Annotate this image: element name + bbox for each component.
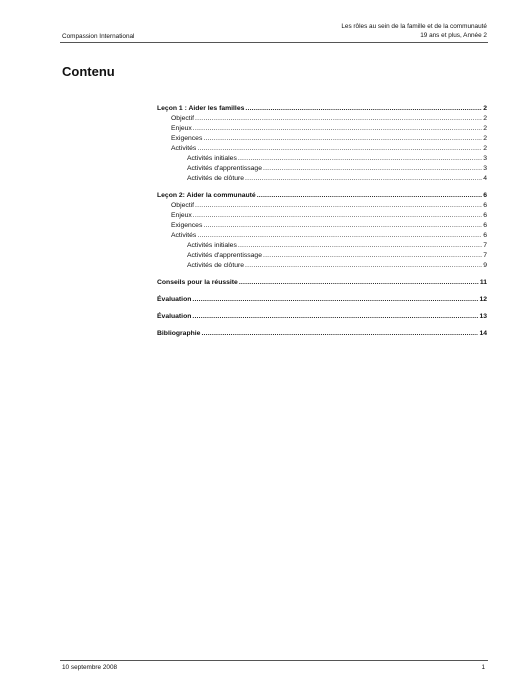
toc-entry-page: 2 — [483, 135, 487, 142]
toc-entry[interactable] — [157, 114, 487, 124]
toc-entry[interactable] — [157, 144, 487, 154]
toc-entry-label: Évaluation — [157, 296, 192, 303]
toc-leader-dots — [192, 312, 478, 322]
toc-leader-dots — [195, 114, 482, 124]
toc-entry-page: 13 — [479, 313, 487, 320]
toc-entry-label: Activités d'apprentissage — [187, 252, 262, 259]
toc-entry[interactable] — [157, 191, 487, 201]
toc-entry-label: Bibliographie — [157, 330, 201, 337]
toc-leader-dots — [245, 174, 482, 184]
toc-entry-label: Activités initiales — [187, 155, 237, 162]
toc-entry[interactable] — [157, 124, 487, 134]
toc-entry-label: Objectif — [171, 202, 195, 209]
toc-entry[interactable] — [157, 231, 487, 241]
toc-entry-page: 2 — [483, 105, 487, 112]
toc-entry-page: 7 — [483, 242, 487, 249]
toc-leader-dots — [197, 231, 482, 241]
toc-entry-label: Activités d'apprentissage — [187, 165, 262, 172]
header-course-level: 19 ans et plus, Année 2 — [420, 32, 487, 39]
toc-entry-page: 6 — [483, 202, 487, 209]
toc-entry-page: 6 — [483, 232, 487, 239]
header-document-info — [341, 22, 487, 40]
toc-leader-dots — [203, 221, 482, 231]
header-course-title: Les rôles au sein de la famille et de la communauté — [341, 23, 487, 30]
toc-leader-dots — [195, 201, 482, 211]
toc-entry-page: 3 — [483, 165, 487, 172]
toc-entry[interactable] — [157, 295, 487, 305]
toc-entry[interactable] — [157, 104, 487, 114]
toc-leader-dots — [263, 251, 482, 261]
toc-entry-label: Conseils pour la réussite — [157, 279, 238, 286]
toc-leader-dots — [257, 191, 483, 201]
toc-entry-label: Exigences — [171, 222, 203, 229]
toc-entry-label: Activités initiales — [187, 242, 237, 249]
toc-entry-label: Activités de clôture — [187, 175, 245, 182]
toc-leader-dots — [193, 124, 482, 134]
toc-leader-dots — [238, 241, 482, 251]
toc-entry-label: Enjeux — [171, 125, 192, 132]
toc-entry-label: Activités de clôture — [187, 262, 245, 269]
toc-leader-dots — [193, 211, 482, 221]
toc-entry-label: Évaluation — [157, 313, 192, 320]
toc-entry-label: Activités — [171, 145, 197, 152]
toc-entry[interactable] — [157, 134, 487, 144]
toc-entry-label: Enjeux — [171, 212, 192, 219]
toc-entry[interactable] — [157, 221, 487, 231]
toc-leader-dots — [203, 134, 482, 144]
toc-entry-page: 7 — [483, 252, 487, 259]
toc-entry-page: 11 — [479, 279, 487, 286]
toc-leader-dots — [192, 295, 478, 305]
toc-leader-dots — [245, 104, 482, 114]
toc-entry[interactable] — [157, 312, 487, 322]
toc-entry-page: 2 — [483, 145, 487, 152]
footer-page-number: 1 — [481, 664, 485, 671]
toc-entry-page: 14 — [479, 330, 487, 337]
header-divider — [60, 42, 488, 43]
toc-entry[interactable] — [157, 174, 487, 184]
toc-leader-dots — [201, 329, 478, 339]
table-of-contents — [157, 104, 487, 339]
toc-entry[interactable] — [157, 251, 487, 261]
toc-entry-page: 4 — [483, 175, 487, 182]
page-title: Contenu — [62, 64, 115, 79]
toc-entry[interactable] — [157, 211, 487, 221]
toc-entry-page: 6 — [483, 192, 487, 199]
toc-entry-label: Objectif — [171, 115, 195, 122]
toc-entry-label: Leçon 1 : Aider les familles — [157, 105, 245, 112]
toc-entry[interactable] — [157, 164, 487, 174]
toc-leader-dots — [238, 154, 482, 164]
toc-leader-dots — [263, 164, 482, 174]
toc-entry-page: 3 — [483, 155, 487, 162]
toc-entry[interactable] — [157, 241, 487, 251]
toc-leader-dots — [197, 144, 482, 154]
toc-entry-page: 2 — [483, 115, 487, 122]
toc-entry-label: Leçon 2: Aider la communauté — [157, 192, 256, 199]
toc-entry[interactable] — [157, 261, 487, 271]
toc-entry[interactable] — [157, 154, 487, 164]
toc-entry-page: 9 — [483, 262, 487, 269]
toc-entry-label: Exigences — [171, 135, 203, 142]
toc-entry[interactable] — [157, 278, 487, 288]
toc-leader-dots — [239, 278, 479, 288]
toc-entry-page: 12 — [479, 296, 487, 303]
toc-entry[interactable] — [157, 329, 487, 339]
toc-entry-label: Activités — [171, 232, 197, 239]
header-organization: Compassion International — [62, 33, 135, 40]
toc-entry-page: 2 — [483, 125, 487, 132]
toc-entry-page: 6 — [483, 212, 487, 219]
toc-entry[interactable] — [157, 201, 487, 211]
toc-entry-page: 6 — [483, 222, 487, 229]
toc-leader-dots — [245, 261, 482, 271]
footer-divider — [60, 660, 488, 661]
footer-date: 10 septembre 2008 — [62, 664, 118, 671]
